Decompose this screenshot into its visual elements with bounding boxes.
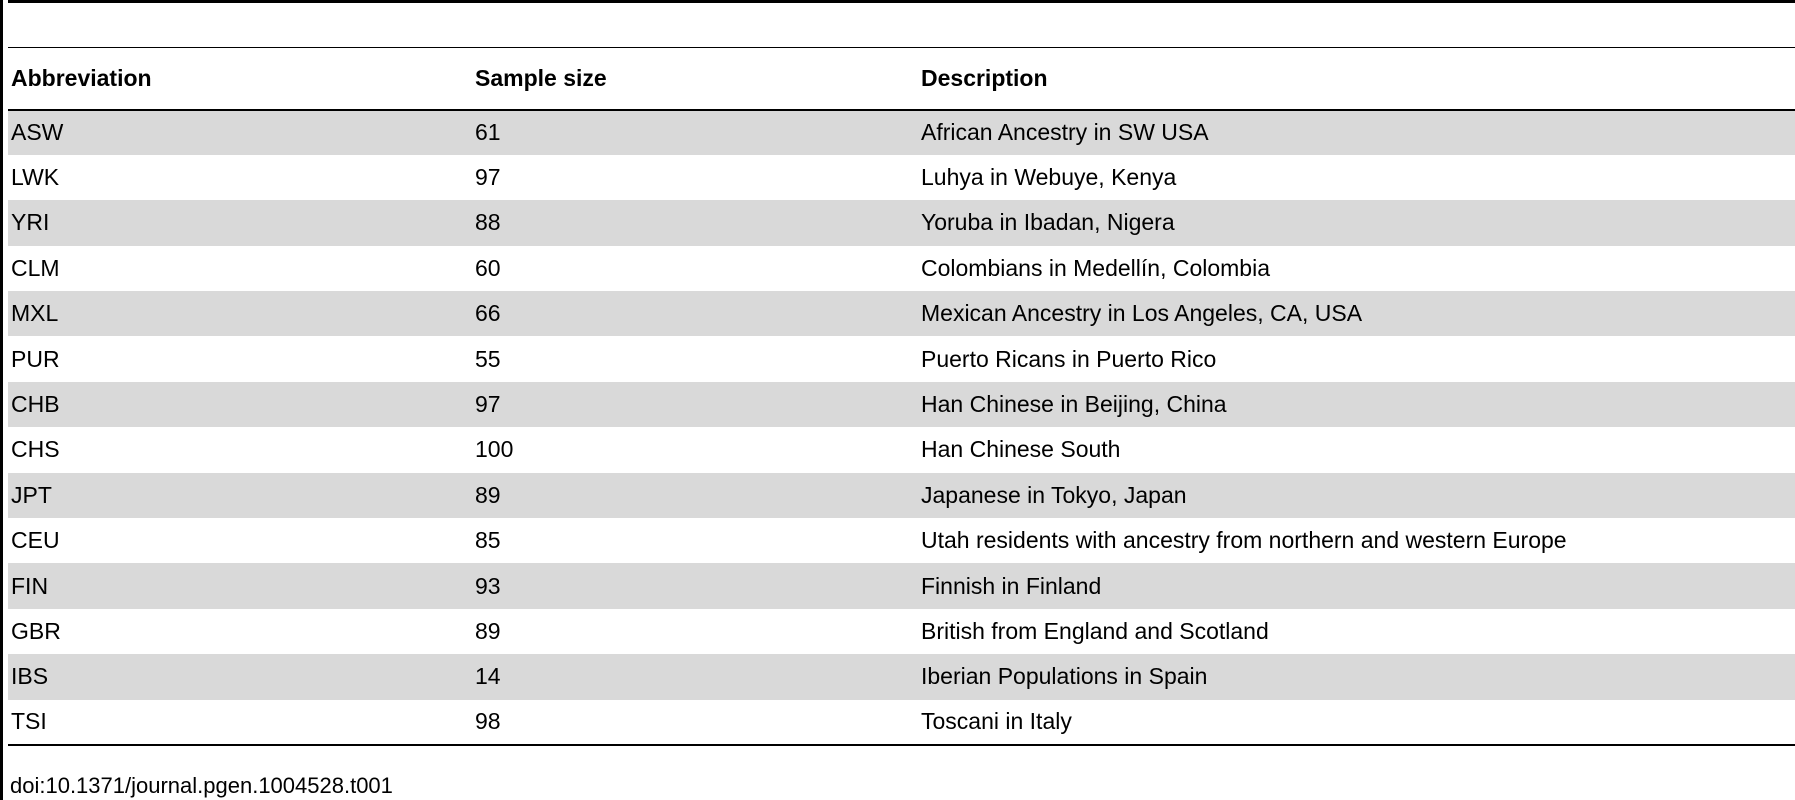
table-row	[8, 110, 1795, 155]
top-border-rule	[8, 0, 1795, 3]
cell-sample-size: 97	[475, 164, 501, 191]
cell-sample-size: 98	[472, 700, 918, 745]
cell-abbreviation: CEU	[11, 527, 60, 554]
header-row	[8, 48, 1795, 110]
cell-description: Japanese in Tokyo, Japan	[918, 473, 1795, 518]
cell-sample-size: 55	[475, 345, 501, 372]
table-row	[8, 382, 1795, 427]
header-sample-size: Sample size	[472, 48, 918, 110]
cell-description: African Ancestry in SW USA	[918, 110, 1795, 155]
table-row	[8, 291, 1795, 336]
cell-description: Toscani in Italy	[918, 700, 1795, 745]
cell-abbreviation: CHB	[8, 382, 472, 427]
table-row	[8, 246, 1795, 291]
cell-abbreviation: PUR	[11, 345, 60, 372]
cell-description: Finnish in Finland	[918, 563, 1795, 608]
cell-description: Yoruba in Ibadan, Nigera	[918, 200, 1795, 245]
cell-sample-size: 93	[472, 563, 918, 608]
cell-description: Han Chinese South	[921, 436, 1121, 463]
cell-description: Luhya in Webuye, Kenya	[921, 164, 1177, 191]
cell-abbreviation: GBR	[11, 617, 61, 644]
population-table	[8, 47, 1795, 746]
table-row	[8, 609, 1795, 654]
cell-description: Puerto Ricans in Puerto Rico	[921, 345, 1217, 372]
table-header	[8, 48, 1795, 110]
table-container	[8, 47, 1795, 746]
cell-abbreviation: IBS	[8, 654, 472, 699]
cell-description: Mexican Ancestry in Los Angeles, CA, USA	[918, 291, 1795, 336]
cell-sample-size: 89	[475, 617, 501, 644]
cell-abbreviation: LWK	[11, 164, 60, 191]
table-row	[8, 427, 1795, 472]
cell-abbreviation: FIN	[8, 563, 472, 608]
cell-description: Han Chinese in Beijing, China	[918, 382, 1795, 427]
table-row	[8, 336, 1795, 381]
table-row	[8, 700, 1795, 745]
cell-sample-size: 88	[472, 200, 918, 245]
cell-sample-size: 66	[472, 291, 918, 336]
table-row	[8, 155, 1795, 200]
table-row	[8, 518, 1795, 563]
cell-abbreviation: ASW	[8, 110, 472, 155]
cell-sample-size: 97	[472, 382, 918, 427]
cell-description: British from England and Scotland	[921, 617, 1269, 644]
cell-description: Utah residents with ancestry from northern and western Europe	[921, 527, 1567, 554]
cell-sample-size: 14	[472, 654, 918, 699]
cell-description: Colombians in Medellín, Colombia	[921, 254, 1270, 281]
doi-caption: doi:10.1371/journal.pgen.1004528.t001	[10, 773, 393, 798]
cell-sample-size: 85	[475, 527, 501, 554]
table-body	[8, 110, 1795, 745]
table-row	[8, 654, 1795, 699]
cell-sample-size: 89	[472, 473, 918, 518]
cell-abbreviation: MXL	[8, 291, 472, 336]
header-abbreviation: Abbreviation	[8, 48, 472, 110]
table-row	[8, 200, 1795, 245]
cell-description: Iberian Populations in Spain	[918, 654, 1795, 699]
table-row	[8, 563, 1795, 608]
cell-sample-size: 100	[475, 436, 514, 463]
table-row	[8, 473, 1795, 518]
header-description: Description	[918, 48, 1795, 110]
cell-abbreviation: JPT	[8, 473, 472, 518]
cell-sample-size: 60	[475, 254, 501, 281]
left-border-rule	[0, 0, 3, 800]
cell-abbreviation: TSI	[8, 700, 472, 745]
cell-abbreviation: CLM	[11, 254, 60, 281]
cell-sample-size: 61	[472, 110, 918, 155]
cell-abbreviation: CHS	[11, 436, 60, 463]
cell-abbreviation: YRI	[8, 200, 472, 245]
